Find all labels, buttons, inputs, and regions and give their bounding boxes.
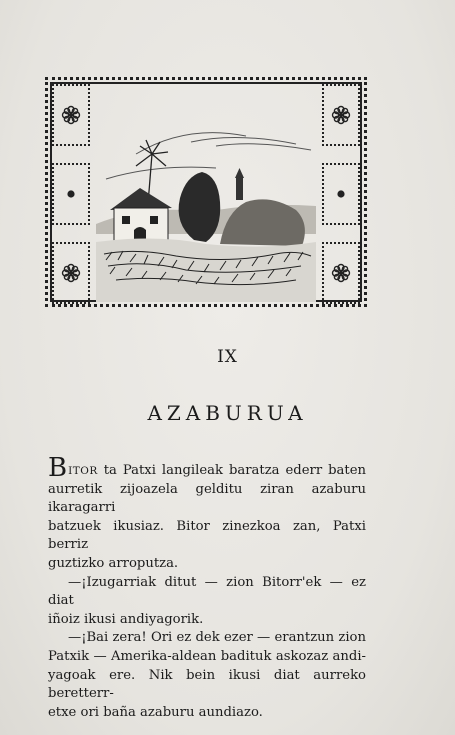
ornament-cell [52,242,90,304]
farmhouse-landscape-illustration [96,84,316,302]
flower-icon [61,105,81,125]
text-line: iñoiz ikusi andiyagorik. [48,611,204,627]
flower-icon [61,263,81,283]
sky-lines [106,133,311,179]
drop-cap: B [48,453,68,483]
text-line: batzuek ikusiaz. Bitor zinezkoa zan, Patxi berriz [48,518,366,553]
church-tower [235,168,244,200]
text-line: BITOR ta Patxi langileak baratza ederr baten [48,453,366,483]
flower-icon [331,105,351,125]
paragraph [48,453,366,574]
ornament-cell [52,163,90,225]
text-line: aurretik zijoazela gelditu ziran azaburu ikaragarri [48,481,366,516]
ornament-cell [322,242,360,304]
dot-icon [66,189,76,199]
paragraph [48,629,366,722]
ornament-cell [322,163,360,225]
text-line: —¡Izugarriak ditut — zion Bitorr'ek — ez diat [48,574,366,609]
left-ornament-column [52,84,90,304]
paragraph [48,574,366,630]
farmhouse [110,188,172,244]
chapter-body-text [48,453,366,722]
foreground-field [96,238,316,302]
right-ornament-column [322,84,360,304]
text-line: guztizko arroputza. [48,555,179,571]
ornament-cell [52,84,90,146]
small-caps-word: ITOR [68,465,98,477]
text-line: yagoak ere. Nik bein ikusi diat aurreko beretterr- [48,667,366,702]
text-line: Patxik — Amerika-aldean badituk askozaz andi- [48,648,366,664]
dot-icon [336,189,346,199]
chapter-number: IX [217,347,238,367]
chapter-illustration-frame [45,77,367,307]
text-line: —¡Bai zera! Ori ez dek ezer — erantzun zion [68,630,366,646]
flower-icon [331,263,351,283]
chapter-title: AZABURUA [147,401,308,425]
text-line: etxe ori baña azaburu aundiazo. [48,704,263,720]
ornament-cell [322,84,360,146]
